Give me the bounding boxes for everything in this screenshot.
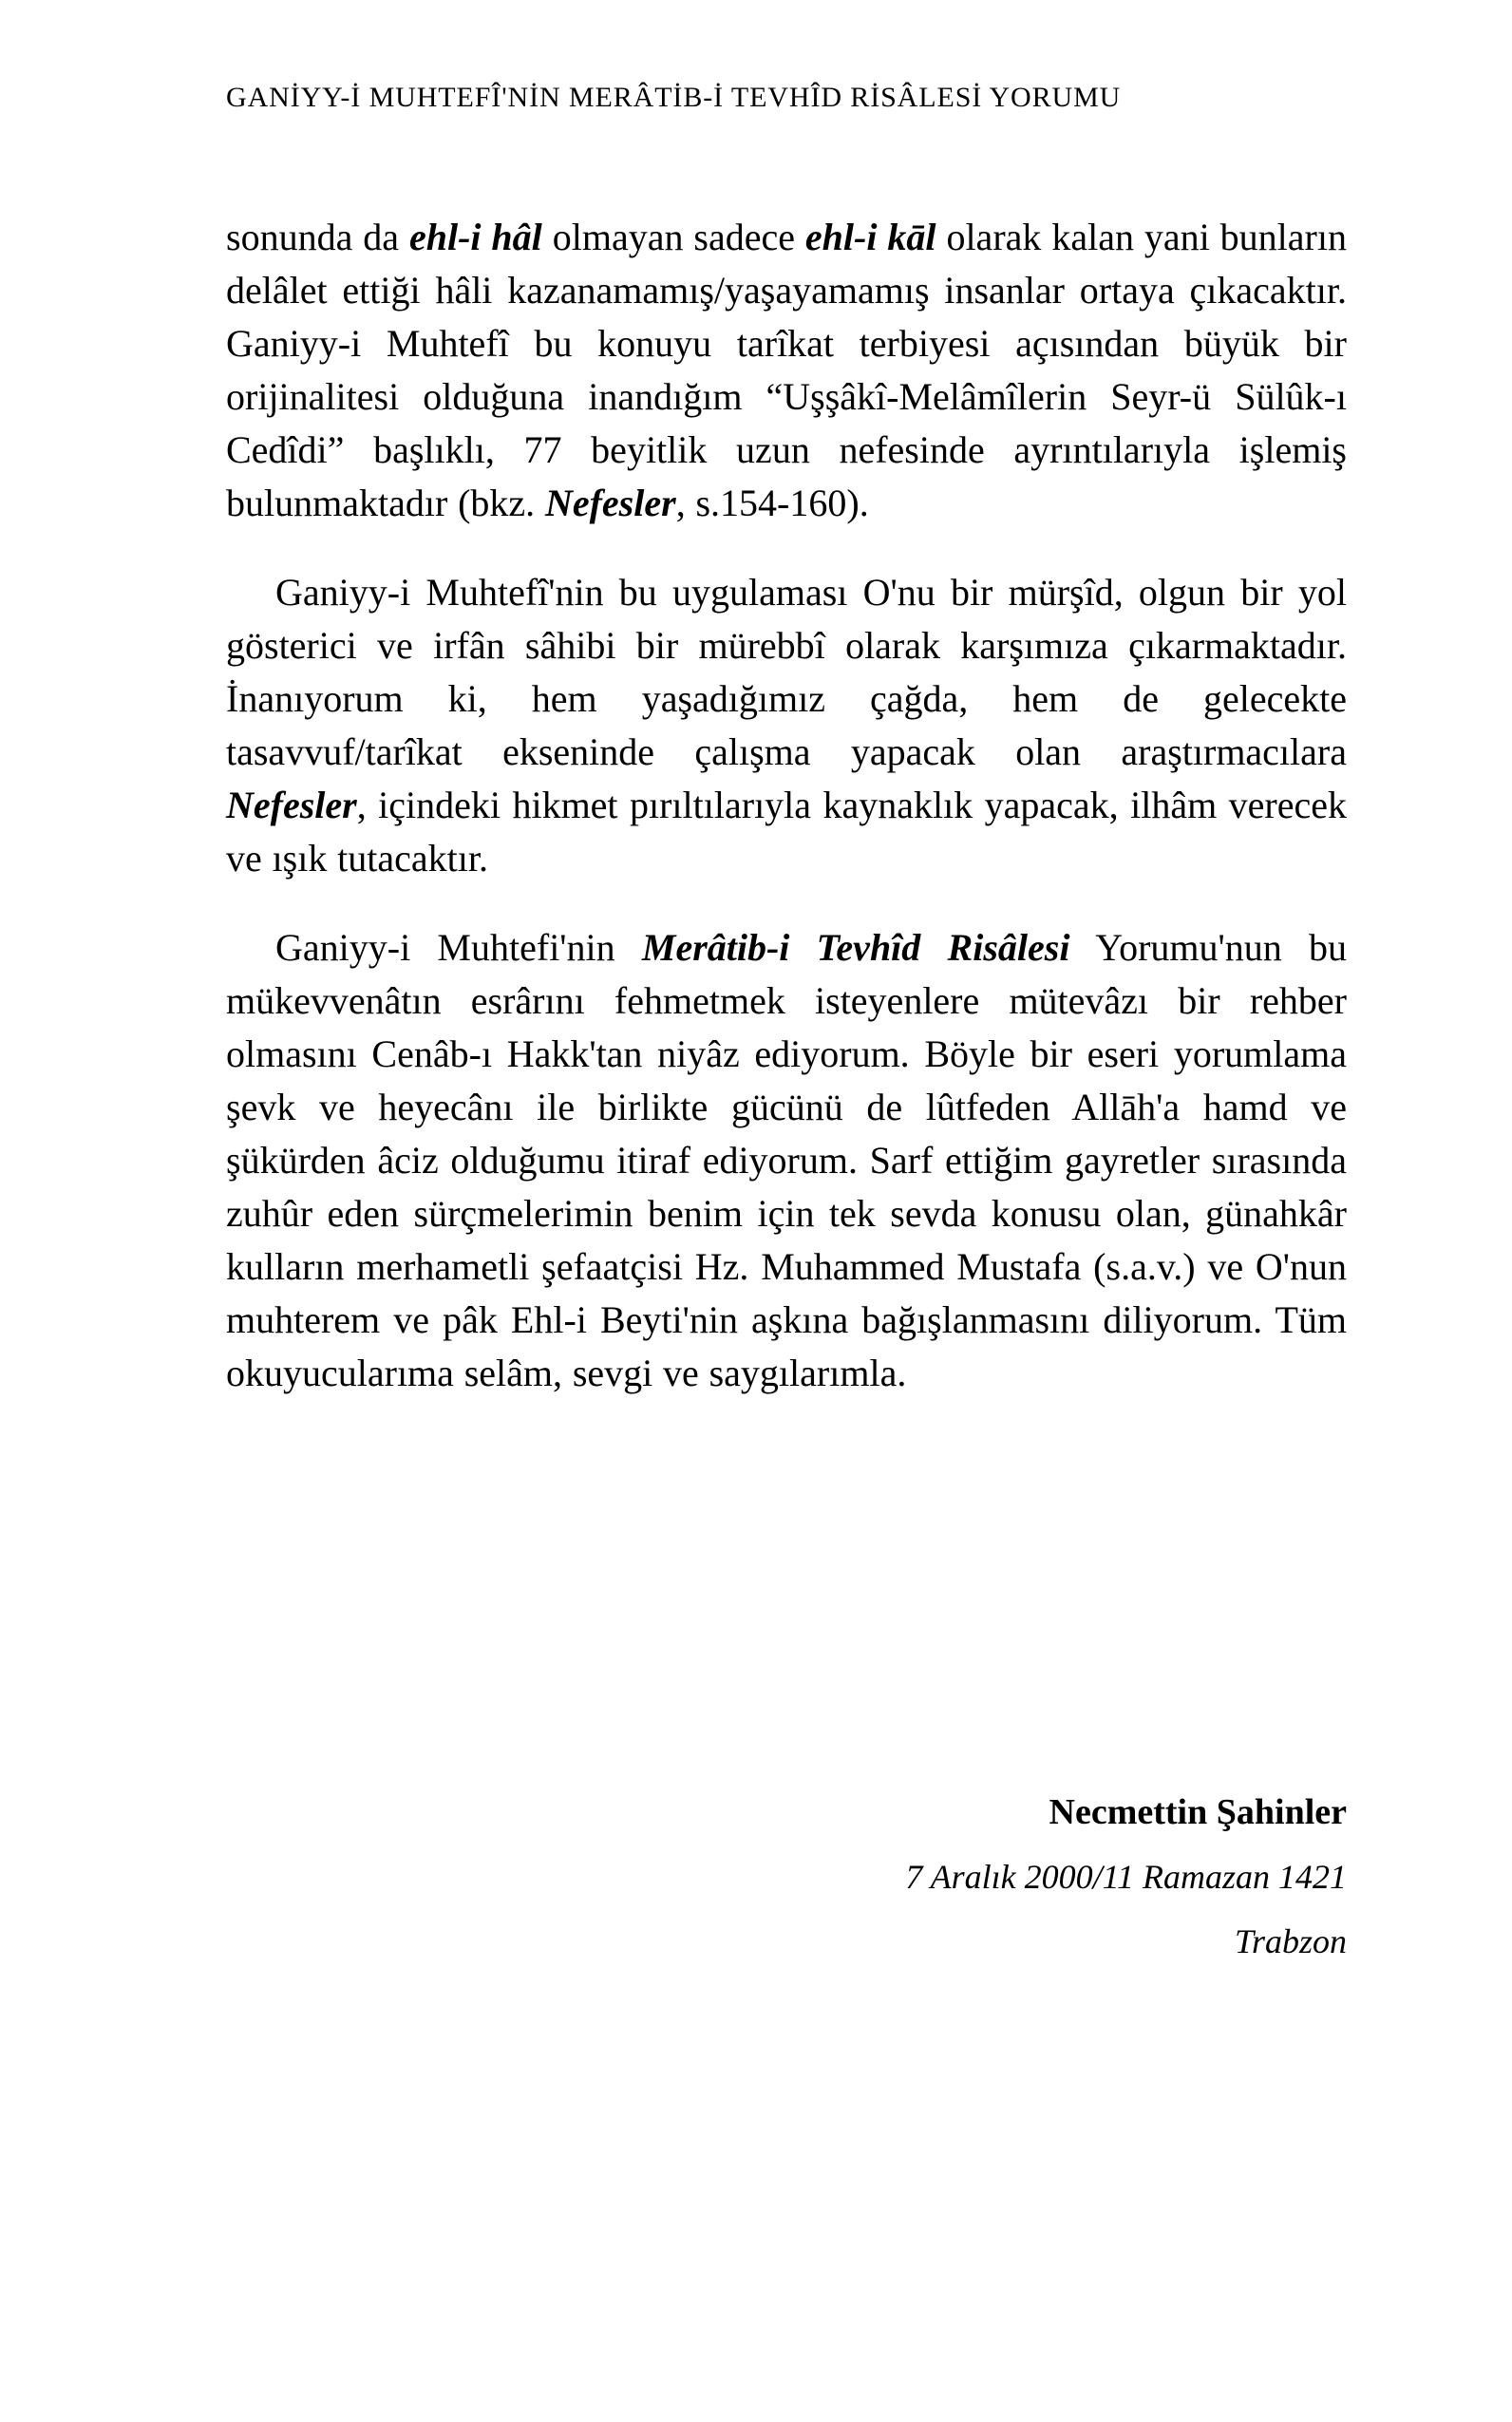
paragraph-2-text-segment-2: , içindeki hikmet pırıltılarıyla kaynaklık yapacak, ilhâm verecek ve ışık tutacaktır. <box>226 784 1347 880</box>
paragraph-3 <box>226 921 1347 1400</box>
paragraph-3-text-segment-2: Yorumu'nun bu mükevvenâtın esrârını fehmetmek isteyenlere mütevâzı bir rehber olmasını Cenâb-ı Hakk'tan niyâz ediyorum. Böyle bir eseri yorumlama şevk ve heyecânı ile birlikte gücünü de lûtfeden Allāh'a hamd ve şükürden âciz olduğumu itiraf ediyorum. Sarf ettiğim gayretler sırasında zuhûr eden sürçmelerimin benim için tek sevda konusu olan, günahkâr kulların merhametli şefaatçisi Hz. Muhammed Mustafa (s.a.v.) ve O'nun muhterem ve pâk Ehl-i Beyti'nin aşkına bağışlanmasını diliyorum. Tüm okuyucularıma selâm, sevgi ve saygılarımla. <box>226 926 1347 1394</box>
paragraph-3-emphasis-work-title: Merâtib-i Tevhîd Risâlesi <box>641 926 1070 969</box>
running-header: GANİYY-İ MUHTEFÎ'NİN MERÂTİB-İ TEVHÎD RİSÂLESİ YORUMU <box>226 82 1122 113</box>
paragraph-2 <box>226 566 1347 885</box>
paragraph-3-text-segment-1: Ganiyy-i Muhtefi'nin <box>275 926 642 969</box>
paragraph-1-text-segment-4: , s.154-160). <box>675 482 869 524</box>
paragraph-1-emphasis-ehl-i-hal: ehl-i hâl <box>408 216 542 258</box>
paragraph-1-emphasis-ehl-i-kal: ehl-i kāl <box>804 216 936 258</box>
paragraph-1-emphasis-nefesler: Nefesler <box>544 482 676 524</box>
paragraph-2-text-segment-1: Ganiyy-i Muhtefî'nin bu uygulaması O'nu bir mürşîd, olgun bir yol gösterici ve irfân sâhibi bir mürebbî olarak karşımıza çıkarmaktadır. İnanıyorum ki, hem yaşadığımız çağda, hem de gelecekte tasavvuf/tarîkat ekseninde çalışma yapacak olan araştırmacılara <box>226 571 1347 773</box>
signature-author-name: Necmettin Şahinler <box>1049 1792 1347 1832</box>
paragraph-1-text-segment-2: olmayan sadece <box>541 216 805 258</box>
signature-block <box>226 1786 1347 1968</box>
body-text-block <box>226 211 1347 1400</box>
paragraph-1-text-segment-3: olarak kalan yani bunların delâlet ettiği hâli kazanamamış/yaşayamamış insanlar ortaya çıkacaktır. Ganiyy-i Muhtefî bu konuyu tarîkat terbiyesi açısından büyük bir orijinalitesi olduğuna inandığım “Uşşâkî-Melâmîlerin Seyr-ü Sülûk-ı Cedîdi” başlıklı, 77 beyitlik uzun nefesinde ayrıntılarıyla işlemiş bulunmaktadır (bkz. <box>226 216 1347 524</box>
signature-date: 7 Aralık 2000/11 Ramazan 1421 <box>905 1858 1347 1896</box>
paragraph-1-text-segment-1: sonunda da <box>226 216 409 258</box>
paragraph-2-emphasis-nefesler: Nefesler <box>226 784 357 826</box>
signature-city: Trabzon <box>1234 1922 1347 1960</box>
paragraph-1 <box>226 211 1347 530</box>
